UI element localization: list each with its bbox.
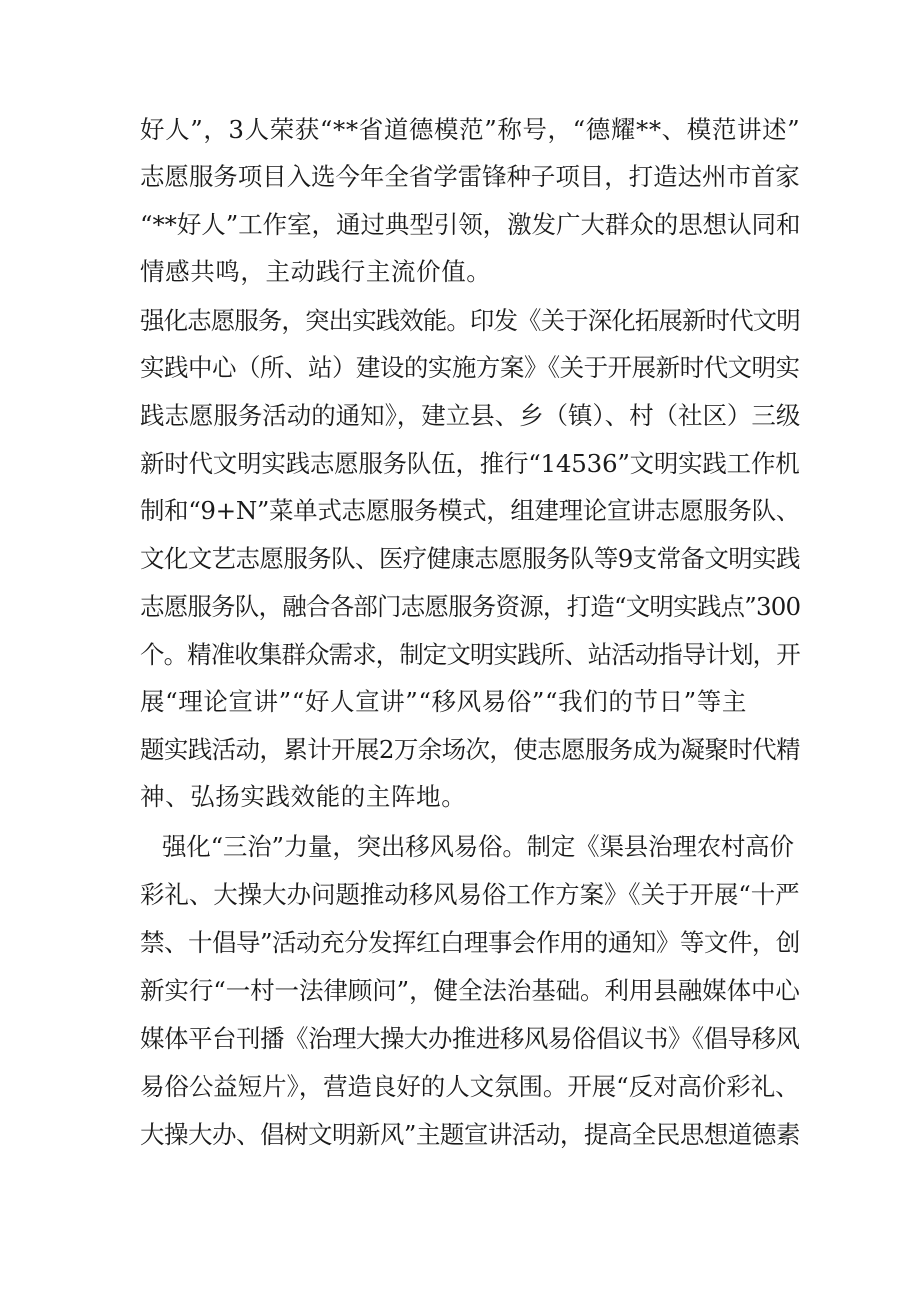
text-line: 实践中心（所、站）建设的实施方案》《关于开展新时代文明实 (140, 353, 800, 382)
text-line: 制和“9+N”菜单式志愿服务模式，组建理论宣讲志愿服务队、 (140, 496, 801, 525)
text-line: 彩礼、大操大办问题推动移风易俗工作方案》《关于开展“十严 (140, 880, 800, 909)
text-line: 新时代文明实践志愿服务队伍，推行“14536”文明实践工作机 (140, 449, 800, 478)
text-line: 展“理论宣讲”“好人宣讲”“移风易俗”“我们的节日”等主 (140, 687, 747, 716)
text-line: 情感共鸣，主动践行主流价值。 (140, 257, 492, 286)
text-line: 个。精准收集群众需求，制定文明实践所、站活动指导计划，开 (140, 640, 800, 669)
text-line: 媒体平台刊播《治理大操大办推进移风易俗倡议书》《倡导移风 (140, 1024, 800, 1053)
text-line: 新实行“一村一法律顾问”，健全法治基础。利用县融媒体中心 (140, 976, 800, 1005)
text-line: 禁、十倡导”活动充分发挥红白理事会作用的通知》等文件，创 (140, 928, 800, 957)
text-line: 题实践活动，累计开展2万余场次，使志愿服务成为凝聚时代精 (140, 735, 800, 764)
text-line: 志愿服务队，融合各部门志愿服务资源，打造“文明实践点”300 (140, 592, 801, 621)
text-line: 好人”，3人荣获“**省道德模范”称号，“德耀**、模范讲述” (140, 115, 801, 144)
text-line: 强化志愿服务，突出实践效能。印发《关于深化拓展新时代文明 (140, 306, 800, 335)
text-line: 志愿服务项目入选今年全省学雷锋种子项目，打造达州市首家 (140, 162, 800, 191)
text-line: 神、弘扬实践效能的主阵地。 (140, 782, 467, 811)
text-line: 文化文艺志愿服务队、医疗健康志愿服务队等9支常备文明实践 (140, 544, 800, 573)
text-line: 大操大办、倡树文明新风”主题宣讲活动，提高全民思想道德素 (140, 1120, 800, 1149)
text-line: 强化“三治”力量，突出移风易俗。制定《渠县治理农村高价 (162, 832, 794, 861)
text-line: 易俗公益短片》，营造良好的人文氛围。开展“反对高价彩礼、 (140, 1072, 800, 1101)
text-line: “**好人”工作室，通过典型引领，激发广大群众的思想认同和 (140, 210, 801, 239)
text-line: 践志愿服务活动的通知》，建立县、乡（镇）、村（社区）三级 (140, 401, 801, 430)
